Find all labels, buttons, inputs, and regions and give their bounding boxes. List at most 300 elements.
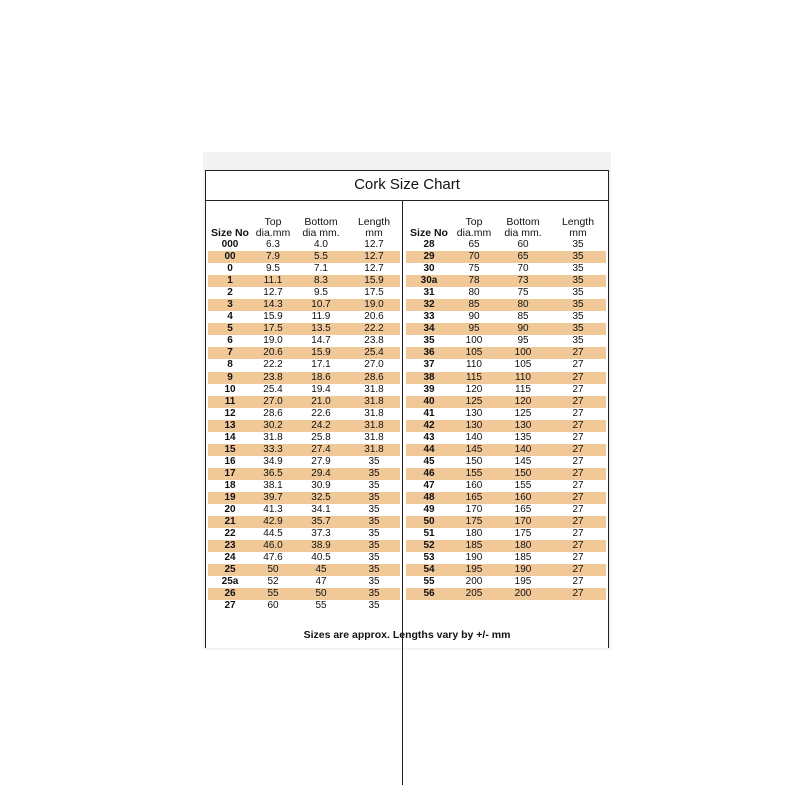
- cell-bottom-dia: 180: [514, 540, 532, 552]
- cell-size-no: 6: [227, 335, 233, 347]
- table-row: [406, 408, 606, 420]
- cell-size-no: 25a: [221, 576, 239, 588]
- cell-size-no: 45: [423, 455, 435, 467]
- cell-size-no: 55: [423, 576, 435, 588]
- cell-top-dia: 110: [466, 359, 482, 371]
- cell-size-no: 28: [423, 239, 435, 250]
- header-bottom-line2: dia mm.: [302, 227, 340, 239]
- cell-bottom-dia: 160: [514, 491, 532, 503]
- cell-size-no: 23: [224, 540, 236, 552]
- table-row: [208, 239, 400, 251]
- cell-size-no: 25: [224, 564, 236, 576]
- cell-size-no: 24: [224, 552, 236, 564]
- cell-length: 35: [368, 552, 380, 564]
- cell-bottom-dia: 175: [514, 528, 532, 540]
- cell-length: 15.9: [364, 275, 384, 287]
- table-row: [208, 600, 400, 612]
- table-row: [208, 311, 400, 323]
- cell-size-no: 5: [227, 323, 233, 335]
- cell-size-no: 7: [227, 347, 233, 359]
- cell-top-dia: 145: [465, 443, 483, 455]
- cell-size-no: 56: [423, 588, 435, 600]
- cell-top-dia: 65: [468, 239, 480, 250]
- cell-length: 20.6: [364, 311, 384, 323]
- table-row: [406, 576, 606, 588]
- cell-bottom-dia: 29.4: [311, 467, 331, 479]
- table-row: [406, 263, 606, 275]
- cell-bottom-dia: 18.6: [311, 371, 331, 383]
- cell-top-dia: 165: [465, 491, 483, 503]
- header-bottom-line2: dia mm.: [504, 227, 542, 239]
- cell-length: 25.4: [364, 347, 384, 359]
- cell-bottom-dia: 145: [514, 455, 532, 467]
- cell-length: 27: [572, 431, 584, 443]
- cell-length: 27: [572, 407, 584, 419]
- cell-bottom-dia: 32.5: [311, 491, 331, 503]
- cell-top-dia: 22.2: [263, 359, 283, 371]
- cell-bottom-dia: 25.8: [311, 431, 331, 443]
- cell-length: 35: [368, 504, 380, 516]
- cell-top-dia: 185: [465, 540, 483, 552]
- cell-size-no: 0: [227, 263, 233, 275]
- cell-size-no: 17: [224, 467, 236, 479]
- cell-size-no: 27: [224, 600, 236, 612]
- cell-size-no: 40: [423, 395, 435, 407]
- header-top-line2: dia.mm: [255, 227, 291, 239]
- cell-bottom-dia: 47: [315, 576, 327, 588]
- cell-bottom-dia: 11.9: [311, 311, 331, 323]
- cell-size-no: 48: [423, 491, 435, 503]
- cell-bottom-dia: 165: [514, 504, 532, 516]
- cell-size-no: 50: [423, 516, 435, 528]
- cell-size-no: 52: [423, 540, 435, 552]
- cell-top-dia: 36.5: [263, 467, 283, 479]
- cell-length: 27: [572, 552, 584, 564]
- header-top-dia: [252, 217, 294, 239]
- cell-size-no: 13: [224, 419, 236, 431]
- cell-size-no: 1: [227, 275, 233, 287]
- cell-top-dia: 17.5: [263, 323, 283, 335]
- cell-top-dia: 90: [468, 311, 480, 323]
- cell-bottom-dia: 55: [315, 600, 327, 612]
- cell-top-dia: 27.0: [263, 395, 283, 407]
- cell-size-no: 3: [227, 299, 233, 311]
- cell-length: 31.8: [364, 419, 384, 431]
- cell-length: 28.6: [364, 371, 384, 383]
- cell-bottom-dia: 35.7: [311, 516, 331, 528]
- cell-bottom-dia: 22.6: [311, 407, 331, 419]
- table-row: [406, 347, 606, 359]
- cell-size-no: 44: [423, 443, 435, 455]
- cell-top-dia: 130: [465, 407, 483, 419]
- table-row: [208, 251, 400, 263]
- cell-top-dia: 200: [465, 576, 483, 588]
- cell-size-no: 39: [423, 383, 435, 395]
- cell-length: 27: [572, 528, 584, 540]
- left-table: [208, 211, 400, 612]
- cell-length: 27: [572, 383, 584, 395]
- cell-bottom-dia: 27.4: [311, 443, 331, 455]
- cell-top-dia: 160: [465, 479, 483, 491]
- cell-size-no: 11: [224, 395, 236, 407]
- cell-length: 17.5: [364, 287, 384, 299]
- cell-length: 27: [572, 504, 584, 516]
- cell-length: 35: [368, 600, 380, 612]
- cell-top-dia: 85: [468, 299, 480, 311]
- cell-top-dia: 34.9: [263, 455, 283, 467]
- cell-bottom-dia: 110: [515, 371, 531, 383]
- table-row: [208, 504, 400, 516]
- cell-bottom-dia: 37.3: [311, 528, 331, 540]
- cell-top-dia: 150: [465, 455, 483, 467]
- right-table: [406, 211, 606, 600]
- table-row: [208, 516, 400, 528]
- cell-bottom-dia: 185: [514, 552, 532, 564]
- cell-bottom-dia: 40.5: [311, 552, 331, 564]
- cell-bottom-dia: 50: [315, 588, 327, 600]
- header-top-line2: dia.mm: [456, 227, 492, 239]
- cell-bottom-dia: 13.5: [311, 323, 331, 335]
- cell-length: 27: [572, 347, 584, 359]
- header-top-line1: Top: [465, 216, 483, 228]
- table-row: [406, 564, 606, 576]
- cell-bottom-dia: 135: [514, 431, 532, 443]
- cell-size-no: 33: [423, 311, 435, 323]
- table-row: [208, 444, 400, 456]
- cell-top-dia: 23.8: [263, 371, 283, 383]
- cell-size-no: 000: [221, 239, 239, 250]
- header-top-line1: Top: [264, 216, 282, 228]
- cell-top-dia: 205: [465, 588, 483, 600]
- cell-top-dia: 46.0: [263, 540, 283, 552]
- cell-length: 27: [572, 516, 584, 528]
- cell-bottom-dia: 38.9: [311, 540, 331, 552]
- table-row: [208, 347, 400, 359]
- table-row: [208, 480, 400, 492]
- cell-size-no: 21: [224, 516, 236, 528]
- table-row: [406, 468, 606, 480]
- cell-bottom-dia: 17.1: [311, 359, 331, 371]
- left-table-header: [208, 211, 400, 239]
- cell-size-no: 8: [227, 359, 233, 371]
- cell-bottom-dia: 200: [514, 588, 532, 600]
- header-size-no: Size No: [410, 227, 448, 239]
- cell-top-dia: 175: [465, 516, 483, 528]
- cell-length: 27: [572, 564, 584, 576]
- cell-top-dia: 44.5: [263, 528, 283, 540]
- cell-top-dia: 190: [465, 552, 483, 564]
- cell-length: 35: [572, 263, 584, 275]
- cell-length: 12.7: [364, 239, 384, 250]
- cell-length: 27: [572, 359, 584, 371]
- table-row: [406, 323, 606, 335]
- cell-bottom-dia: 10.7: [311, 299, 331, 311]
- cell-size-no: 12: [224, 407, 236, 419]
- cell-size-no: 41: [423, 407, 435, 419]
- cell-size-no: 15: [224, 443, 236, 455]
- cell-length: 35: [572, 335, 584, 347]
- table-row: [406, 492, 606, 504]
- cell-length: 35: [368, 564, 380, 576]
- cell-size-no: 29: [423, 251, 435, 263]
- cell-size-no: 19: [224, 491, 236, 503]
- table-row: [208, 456, 400, 468]
- table-row: [406, 384, 606, 396]
- cell-size-no: 31: [423, 287, 435, 299]
- cell-size-no: 2: [227, 287, 233, 299]
- header-length-line2: mm: [569, 227, 587, 239]
- table-row: [406, 299, 606, 311]
- cell-bottom-dia: 70: [517, 263, 529, 275]
- cell-top-dia: 120: [465, 383, 483, 395]
- cell-bottom-dia: 90: [517, 323, 529, 335]
- cell-top-dia: 31.8: [263, 431, 283, 443]
- cell-top-dia: 47.6: [263, 552, 283, 564]
- cell-bottom-dia: 130: [514, 419, 532, 431]
- table-row: [208, 528, 400, 540]
- cell-length: 35: [368, 576, 380, 588]
- footnote: Sizes are approx. Lengths vary by +/- mm: [303, 629, 511, 641]
- cell-top-dia: 70: [468, 251, 480, 263]
- cell-bottom-dia: 195: [514, 576, 532, 588]
- cell-size-no: 32: [423, 299, 435, 311]
- right-table-body: [406, 239, 606, 600]
- cell-top-dia: 14.3: [263, 299, 283, 311]
- table-row: [406, 251, 606, 263]
- cell-length: 27: [572, 588, 584, 600]
- header-bottom-dia: [294, 217, 348, 239]
- cell-length: 35: [368, 467, 380, 479]
- cell-top-dia: 140: [465, 431, 483, 443]
- cell-top-dia: 78: [468, 275, 480, 287]
- table-row: [208, 287, 400, 299]
- header-length: [550, 217, 606, 239]
- cell-length: 35: [368, 479, 380, 491]
- cell-bottom-dia: 30.9: [311, 479, 331, 491]
- cell-size-no: 49: [423, 504, 435, 516]
- cell-size-no: 22: [224, 528, 236, 540]
- cell-size-no: 43: [423, 431, 435, 443]
- header-length: [348, 217, 400, 239]
- cell-size-no: 36: [423, 347, 435, 359]
- cell-length: 35: [368, 540, 380, 552]
- header-length-line2: mm: [365, 227, 383, 239]
- cell-length: 35: [572, 299, 584, 311]
- cell-top-dia: 28.6: [263, 407, 283, 419]
- table-row: [406, 528, 606, 540]
- cell-length: 27: [572, 371, 584, 383]
- table-row: [406, 239, 606, 251]
- cell-top-dia: 33.3: [263, 443, 283, 455]
- cell-size-no: 54: [423, 564, 435, 576]
- cell-length: 35: [572, 275, 584, 287]
- table-row: [406, 588, 606, 600]
- table-row: [406, 311, 606, 323]
- cell-top-dia: 30.2: [263, 419, 283, 431]
- table-row: [406, 444, 606, 456]
- table-row: [208, 372, 400, 384]
- cell-bottom-dia: 75: [517, 287, 529, 299]
- cell-top-dia: 105: [465, 347, 483, 359]
- cell-length: 27: [572, 455, 584, 467]
- table-row: [208, 359, 400, 371]
- left-table-body: [208, 239, 400, 612]
- table-row: [406, 396, 606, 408]
- cell-bottom-dia: 45: [315, 564, 327, 576]
- cell-top-dia: 75: [468, 263, 480, 275]
- cell-top-dia: 9.5: [266, 263, 280, 275]
- header-bottom-dia: [496, 217, 550, 239]
- cell-top-dia: 100: [465, 335, 483, 347]
- cell-bottom-dia: 9.5: [314, 287, 328, 299]
- table-row: [208, 323, 400, 335]
- table-row: [406, 504, 606, 516]
- cell-bottom-dia: 170: [514, 516, 532, 528]
- cell-length: 27: [572, 443, 584, 455]
- cell-top-dia: 125: [465, 395, 483, 407]
- table-row: [208, 408, 400, 420]
- cell-length: 35: [368, 528, 380, 540]
- cell-bottom-dia: 34.1: [311, 504, 331, 516]
- cell-top-dia: 130: [465, 419, 483, 431]
- cell-length: 27: [572, 479, 584, 491]
- right-table-header: [406, 211, 606, 239]
- cell-bottom-dia: 5.5: [314, 251, 328, 263]
- cell-top-dia: 6.3: [266, 239, 280, 250]
- cell-size-no: 34: [423, 323, 435, 335]
- cell-size-no: 53: [423, 552, 435, 564]
- table-row: [208, 564, 400, 576]
- cell-length: 35: [572, 287, 584, 299]
- cell-top-dia: 50: [267, 564, 279, 576]
- cell-top-dia: 52: [267, 576, 279, 588]
- cell-size-no: 35: [423, 335, 435, 347]
- cell-size-no: 51: [423, 528, 435, 540]
- table-row: [406, 275, 606, 287]
- table-row: [208, 552, 400, 564]
- cell-top-dia: 7.9: [266, 251, 280, 263]
- cell-length: 27: [572, 540, 584, 552]
- cell-bottom-dia: 100: [514, 347, 532, 359]
- cell-length: 27: [572, 467, 584, 479]
- cell-bottom-dia: 85: [517, 311, 529, 323]
- cell-bottom-dia: 60: [517, 239, 529, 250]
- table-row: [208, 576, 400, 588]
- cell-size-no: 26: [224, 588, 236, 600]
- cell-top-dia: 170: [465, 504, 483, 516]
- cell-size-no: 38: [423, 371, 435, 383]
- cell-length: 31.8: [364, 407, 384, 419]
- table-row: [406, 516, 606, 528]
- cell-top-dia: 20.6: [263, 347, 283, 359]
- cell-top-dia: 38.1: [263, 479, 283, 491]
- cell-length: 27.0: [364, 359, 384, 371]
- cell-top-dia: 55: [267, 588, 279, 600]
- cell-length: 35: [368, 588, 380, 600]
- cell-top-dia: 25.4: [263, 383, 283, 395]
- cell-bottom-dia: 140: [514, 443, 532, 455]
- cell-top-dia: 155: [465, 467, 483, 479]
- table-row: [406, 372, 606, 384]
- table-row: [208, 275, 400, 287]
- cell-size-no: 30a: [420, 275, 438, 287]
- cell-bottom-dia: 155: [514, 479, 532, 491]
- header-length-line1: Length: [561, 216, 595, 228]
- chart-title: Cork Size Chart: [206, 171, 608, 201]
- cell-top-dia: 195: [465, 564, 483, 576]
- table-row: [208, 299, 400, 311]
- cell-bottom-dia: 21.0: [311, 395, 331, 407]
- cell-bottom-dia: 7.1: [314, 263, 328, 275]
- cell-size-no: 14: [224, 431, 236, 443]
- table-row: [208, 335, 400, 347]
- cell-length: 23.8: [364, 335, 384, 347]
- cell-top-dia: 60: [267, 600, 279, 612]
- cell-length: 22.2: [364, 323, 384, 335]
- cell-size-no: 42: [423, 419, 435, 431]
- table-row: [406, 335, 606, 347]
- cell-length: 27: [572, 491, 584, 503]
- cell-bottom-dia: 15.9: [311, 347, 331, 359]
- cell-length: 27: [572, 419, 584, 431]
- table-row: [406, 420, 606, 432]
- cell-size-no: 20: [224, 504, 236, 516]
- table-row: [406, 432, 606, 444]
- cell-top-dia: 42.9: [263, 516, 283, 528]
- table-row: [406, 540, 606, 552]
- header-bottom-line1: Bottom: [304, 216, 338, 228]
- cell-bottom-dia: 95: [517, 335, 529, 347]
- cell-length: 19.0: [364, 299, 384, 311]
- table-row: [208, 420, 400, 432]
- cell-length: 35: [572, 323, 584, 335]
- header-bottom-line1: Bottom: [506, 216, 540, 228]
- cell-top-dia: 95: [468, 323, 480, 335]
- cell-top-dia: 115: [466, 371, 482, 383]
- cell-length: 27: [572, 576, 584, 588]
- cell-length: 31.8: [364, 395, 384, 407]
- table-row: [406, 552, 606, 564]
- cell-size-no: 16: [224, 455, 236, 467]
- cell-length: 35: [368, 455, 380, 467]
- cell-size-no: 18: [224, 479, 236, 491]
- cell-bottom-dia: 65: [517, 251, 529, 263]
- cell-size-no: 10: [224, 383, 236, 395]
- table-row: [208, 540, 400, 552]
- cell-size-no: 4: [227, 311, 233, 323]
- table-row: [208, 492, 400, 504]
- cell-top-dia: 80: [468, 287, 480, 299]
- cell-top-dia: 19.0: [263, 335, 283, 347]
- cell-length: 35: [368, 516, 380, 528]
- cell-top-dia: 11.1: [263, 275, 283, 287]
- cell-bottom-dia: 115: [515, 383, 531, 395]
- cell-size-no: 46: [423, 467, 435, 479]
- cell-top-dia: 15.9: [263, 311, 283, 323]
- cell-bottom-dia: 8.3: [314, 275, 328, 287]
- table-row: [208, 588, 400, 600]
- header-top-dia: [452, 217, 496, 239]
- table-row: [208, 432, 400, 444]
- cell-bottom-dia: 27.9: [311, 455, 331, 467]
- cell-size-no: 9: [227, 371, 233, 383]
- cell-bottom-dia: 125: [514, 407, 532, 419]
- cell-bottom-dia: 105: [514, 359, 532, 371]
- table-row: [208, 263, 400, 275]
- table-row: [406, 456, 606, 468]
- table-row: [208, 396, 400, 408]
- cell-size-no: 00: [224, 251, 236, 263]
